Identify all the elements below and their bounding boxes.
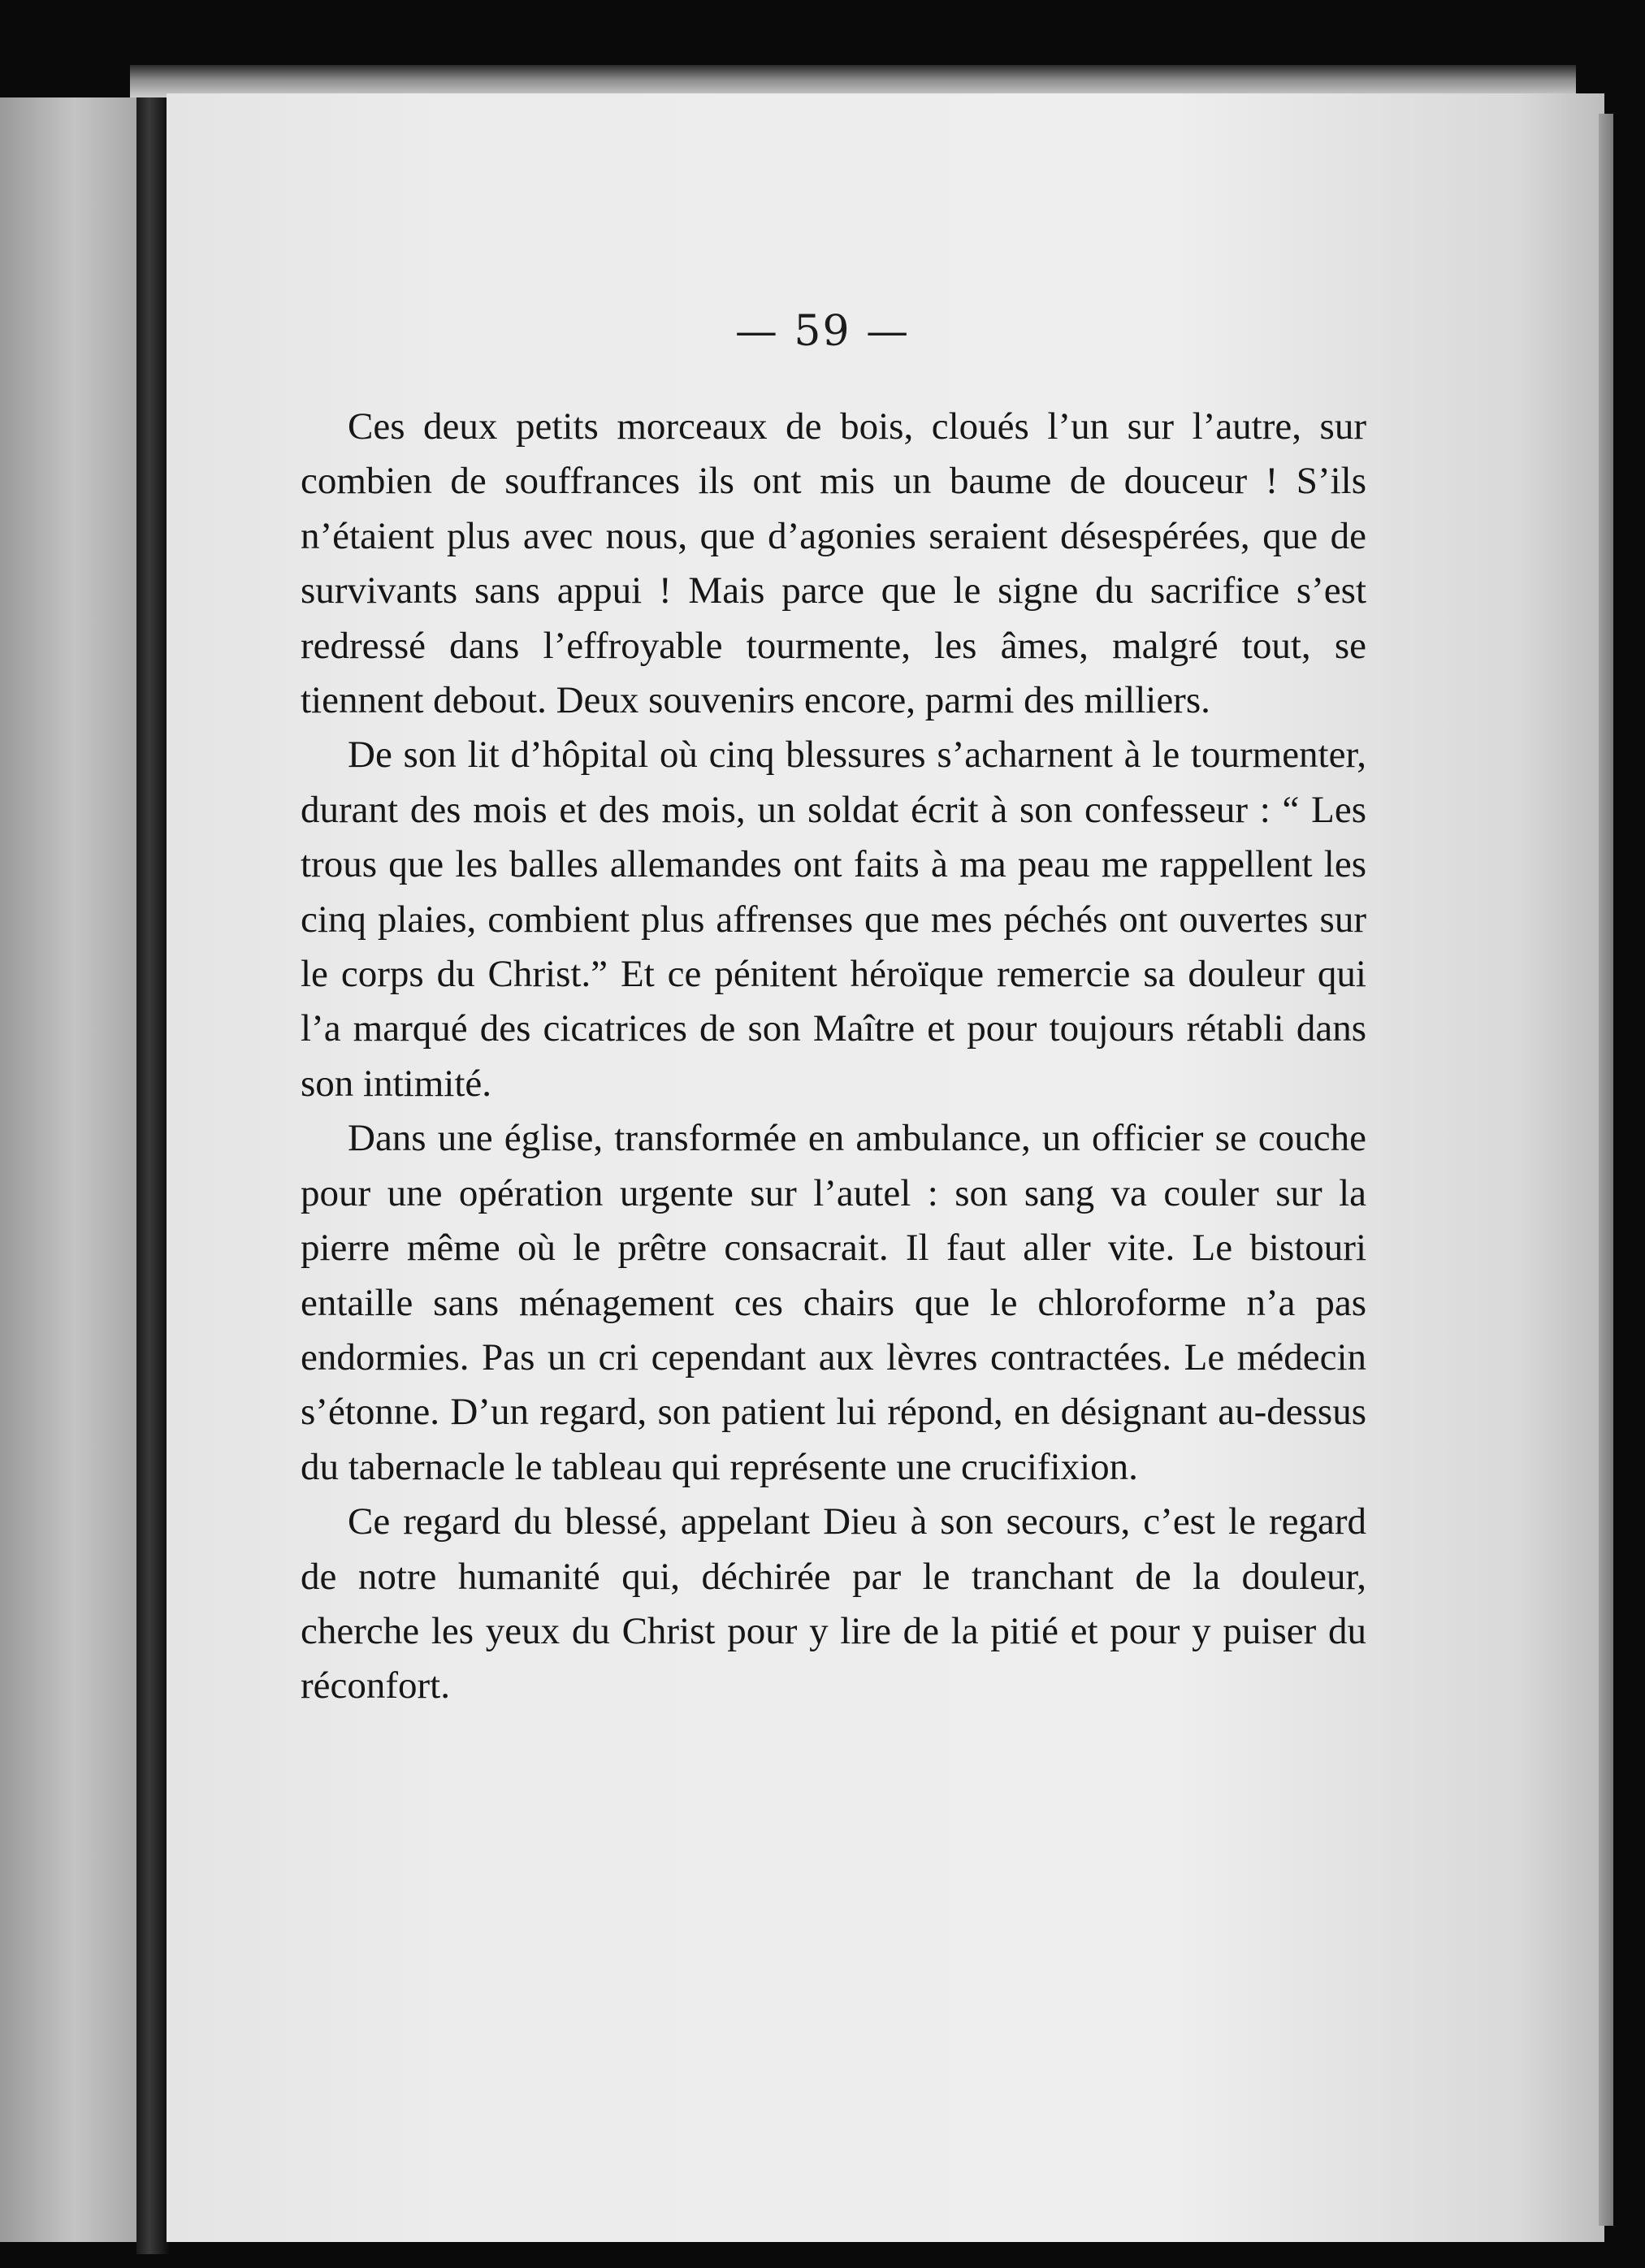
- facing-page-edge: [0, 97, 136, 2242]
- book-binding: [136, 93, 169, 2254]
- page-top-edge: [130, 65, 1576, 97]
- paragraph-1: Ces deux petits morceaux de bois, cloués l’un sur l’autre, sur combien de souffrances ils ont mis un baume de douceur ! S’ils n’étaient plus avec nous, que d’agonies seraient désespérées, que de survivants sans appui ! Mais parce que le signe du sacrifice s’est redressé dans l’effroyable tourmente, les âmes, malgré tout, se tiennent debout. Deux souvenirs encore, parmi des milliers.: [301, 405, 1366, 722]
- paragraph-2: De son lit d’hôpital où cinq blessures s’acharnent à le tourmenter, durant des mois et des mois, un soldat écrit à son confesseur : “ Les trous que les balles allemandes ont faits à ma peau me rappellent les cinq plaies, combient plus affrenses que mes péchés ont ouvertes sur le corps du Christ.” Et ce pénitent héroïque remercie sa douleur qui l’a marqué des cicatrices de son Maître et pour toujours rétabli dans son intimité.: [301, 734, 1366, 1105]
- page-number: — 59 —: [734, 307, 911, 356]
- page-body: [301, 400, 1366, 1714]
- paragraph-4: Ce regard du blessé, appelant Dieu à son secours, c’est le regard de notre humanité qui, déchirée par le tranchant de la douleur, cherche les yeux du Christ pour y lire de la pitié et pour y puiser du réconfort.: [301, 1500, 1366, 1707]
- page-right-edge: [1599, 114, 1613, 2226]
- paragraph-3: Dans une église, transformée en ambulance, un officier se couche pour une opération urgente sur l’autel : son sang va couler sur la pierre même où le prêtre consacrait. Il faut aller vite. Le bistouri entaille sans ménagement ces chairs que le chloroforme n’a pas endormies. Pas un cri cependant aux lèvres contractées. Le médecin s’étonne. D’un regard, son patient lui répond, en désignant au-dessus du tabernacle le tableau qui représente une crucifixion.: [301, 1117, 1366, 1488]
